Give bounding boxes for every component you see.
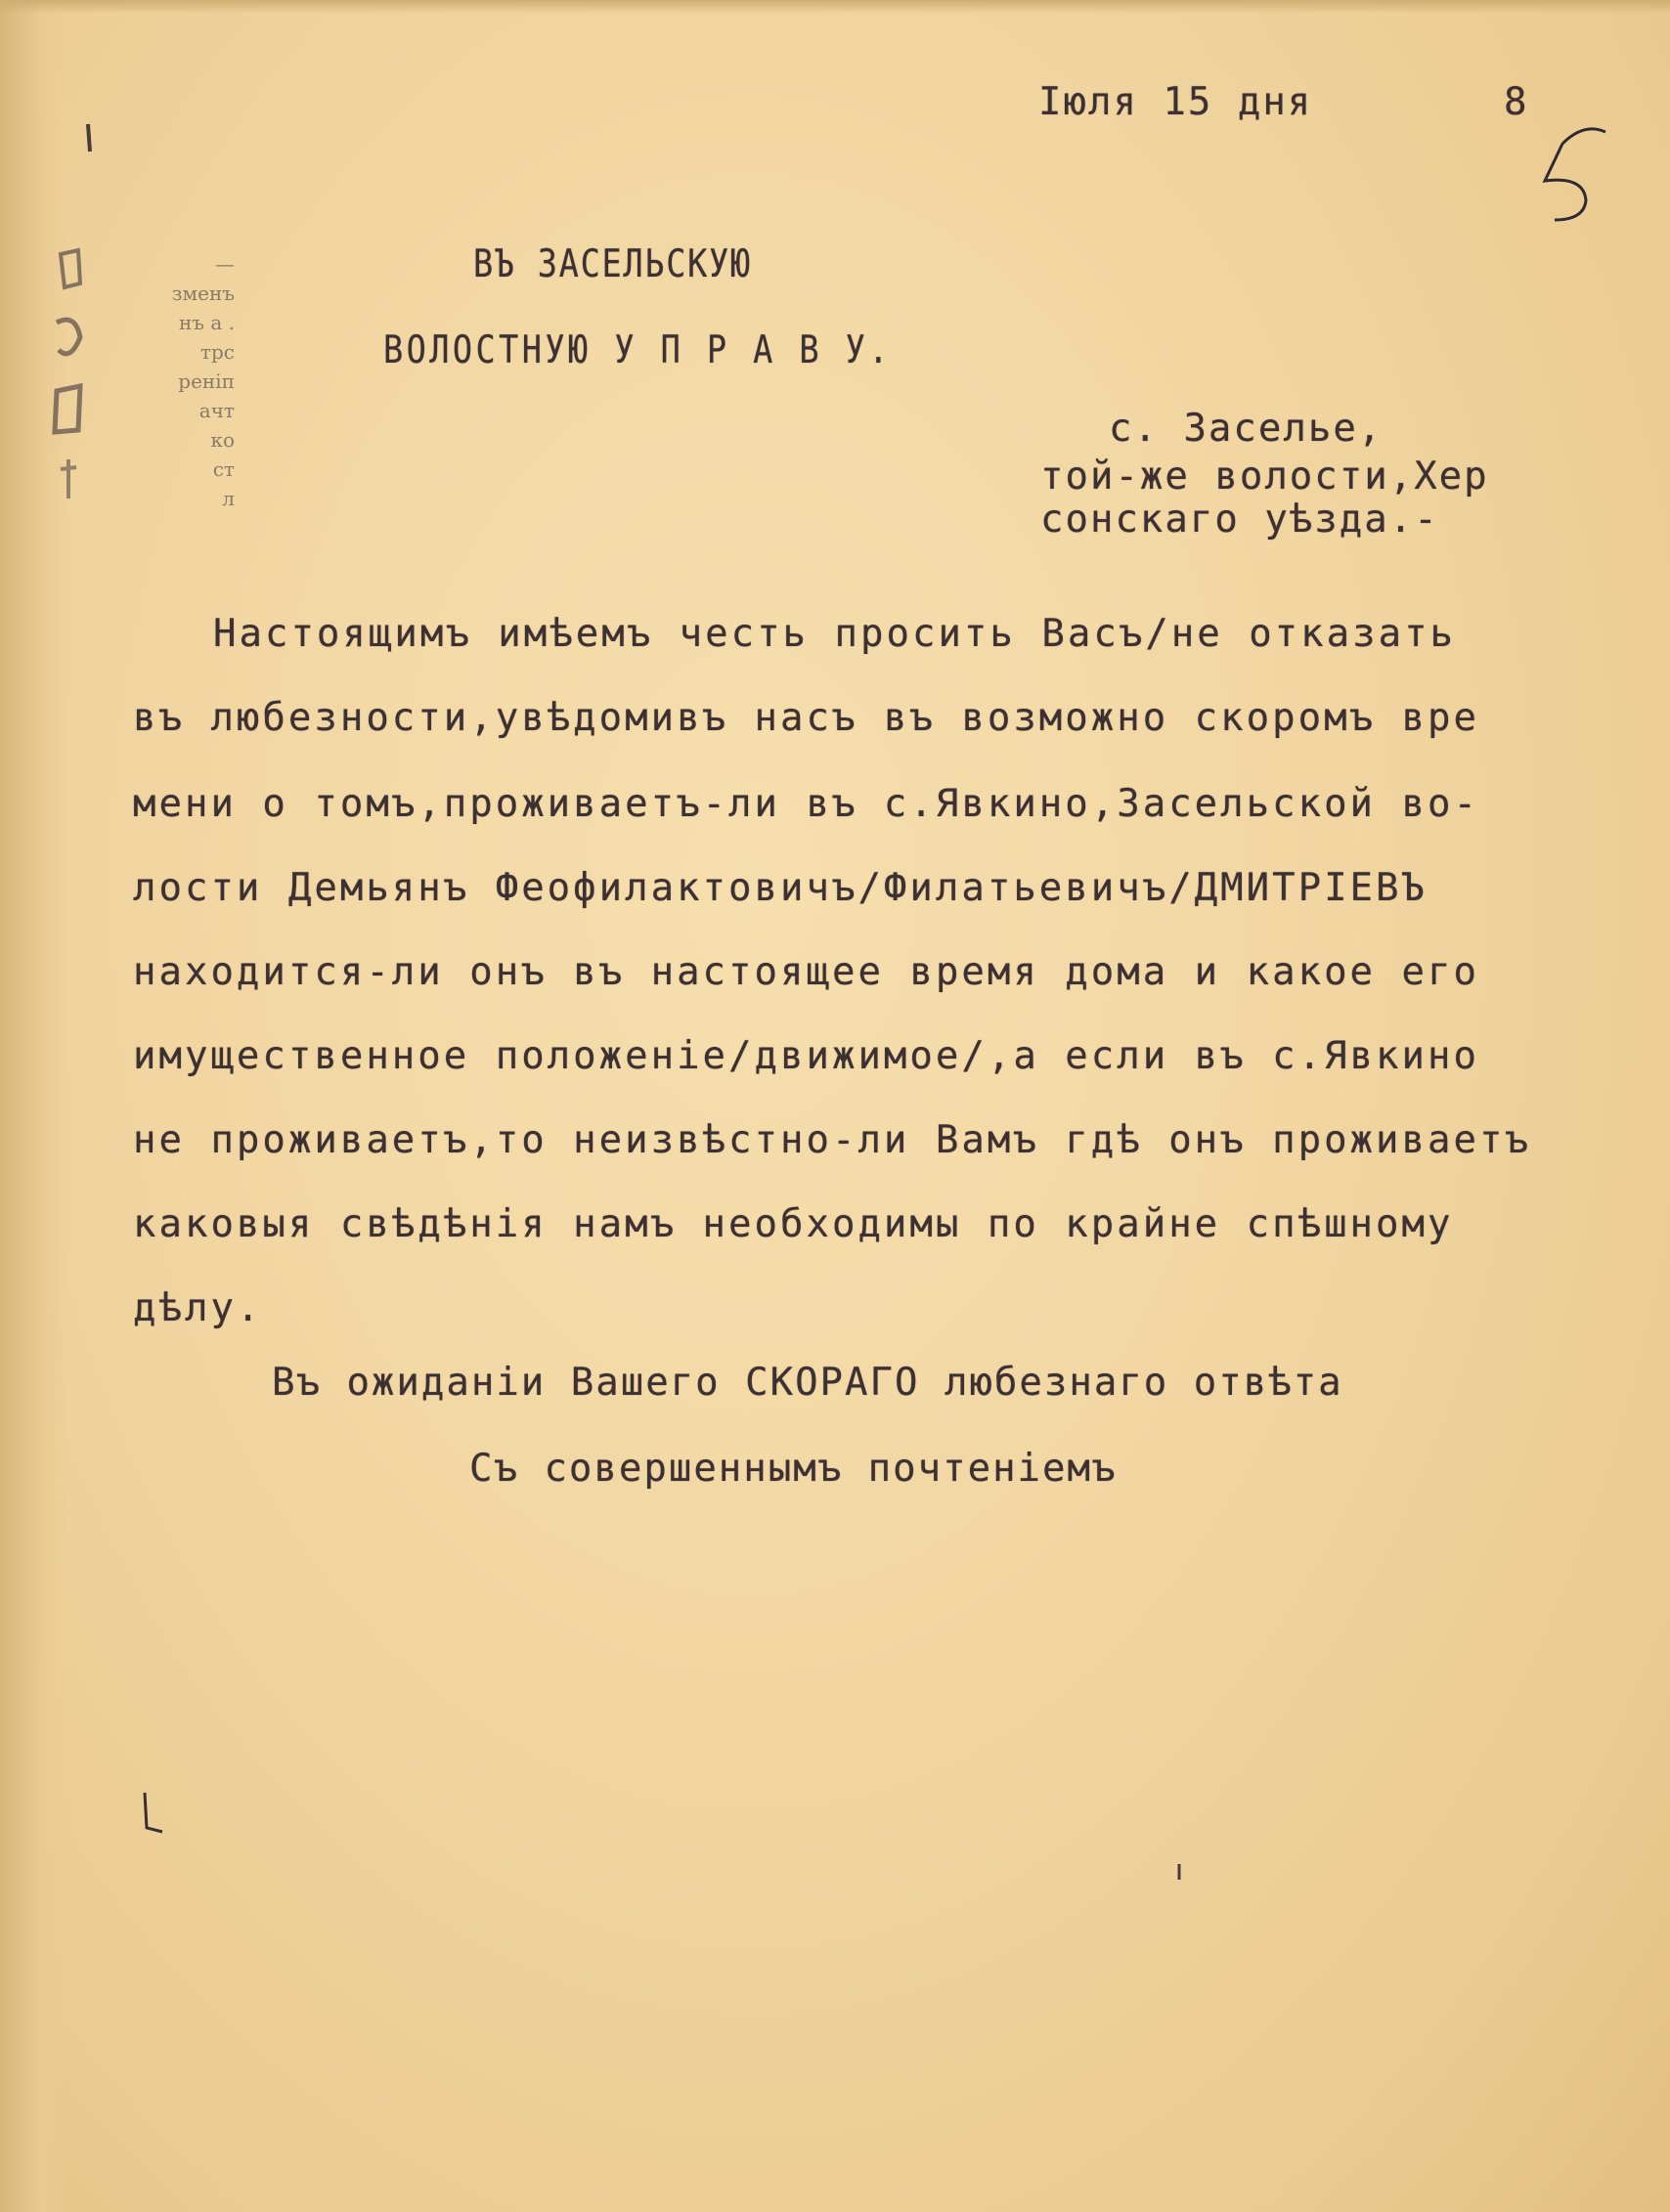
margin-fragment-line: ко [210, 428, 235, 452]
body-line-6: имущественное положеніе/движимое/,а если въ с.Явкино [133, 1034, 1479, 1078]
body-line-1: Настоящимъ имѣемъ честь просить Васъ/не отказать [213, 612, 1457, 656]
addressee-line-2: ВОЛОСТНУЮ У П Р А В У. [383, 328, 892, 372]
closing-line-2: Съ совершеннымъ почтеніемъ [469, 1447, 1118, 1491]
location-line-2: той-же волости,Хер [1040, 455, 1489, 499]
body-line-3: мени о томъ,проживаетъ-ли въ с.Явкино,Засельской во- [133, 782, 1479, 826]
body-line-9: дѣлу. [133, 1286, 263, 1330]
addressee-line-1: ВЪ ЗАСЕЛЬСКУЮ [473, 242, 752, 286]
margin-text-fragment [98, 249, 235, 533]
handwritten-page-mark [1516, 122, 1613, 230]
closing-line-1: Въ ожиданіи Вашего СКОРАГО любезнаго отвѣта [272, 1361, 1343, 1405]
location-line-1: с. Заселье, [1109, 407, 1384, 451]
document-number: 8 [1504, 80, 1529, 124]
document-date: Іюля 15 дня [1038, 80, 1313, 124]
body-line-7: не проживаетъ,то неизвѣстно-ли Вамъ гдѣ онъ проживаетъ [133, 1118, 1531, 1162]
margin-fragment-line: нъ а . [178, 311, 235, 334]
body-line-8: каковыя свѣдѣнія намъ необходимы по крайне спѣшному [133, 1202, 1454, 1246]
margin-fragment-line: трс [199, 340, 235, 364]
margin-fragment-line: ст [212, 457, 235, 481]
margin-fragment-line: реніп [178, 369, 235, 393]
body-line-5: находится-ли онъ въ настоящее время дома и какое его [133, 950, 1479, 994]
margin-fragment-line: — [215, 252, 235, 276]
location-line-3: сонскаго уѣзда.- [1040, 498, 1439, 542]
margin-fragment-line: ачт [198, 399, 235, 422]
margin-fragment-line: л [222, 487, 235, 510]
body-line-2: въ любезности,увѣдомивъ насъ въ возможно скоромъ вре [133, 696, 1479, 740]
stray-ink-mark [1173, 1862, 1185, 1882]
edge-tick-mark [78, 122, 98, 161]
stray-ink-mark [137, 1789, 166, 1838]
body-line-4: лости Демьянъ Феофилактовичъ/Филатьевичъ/ДМИТРІЕВЪ [133, 866, 1428, 910]
margin-stamp-remnant [22, 244, 90, 577]
margin-fragment-line: зменъ [171, 282, 235, 305]
